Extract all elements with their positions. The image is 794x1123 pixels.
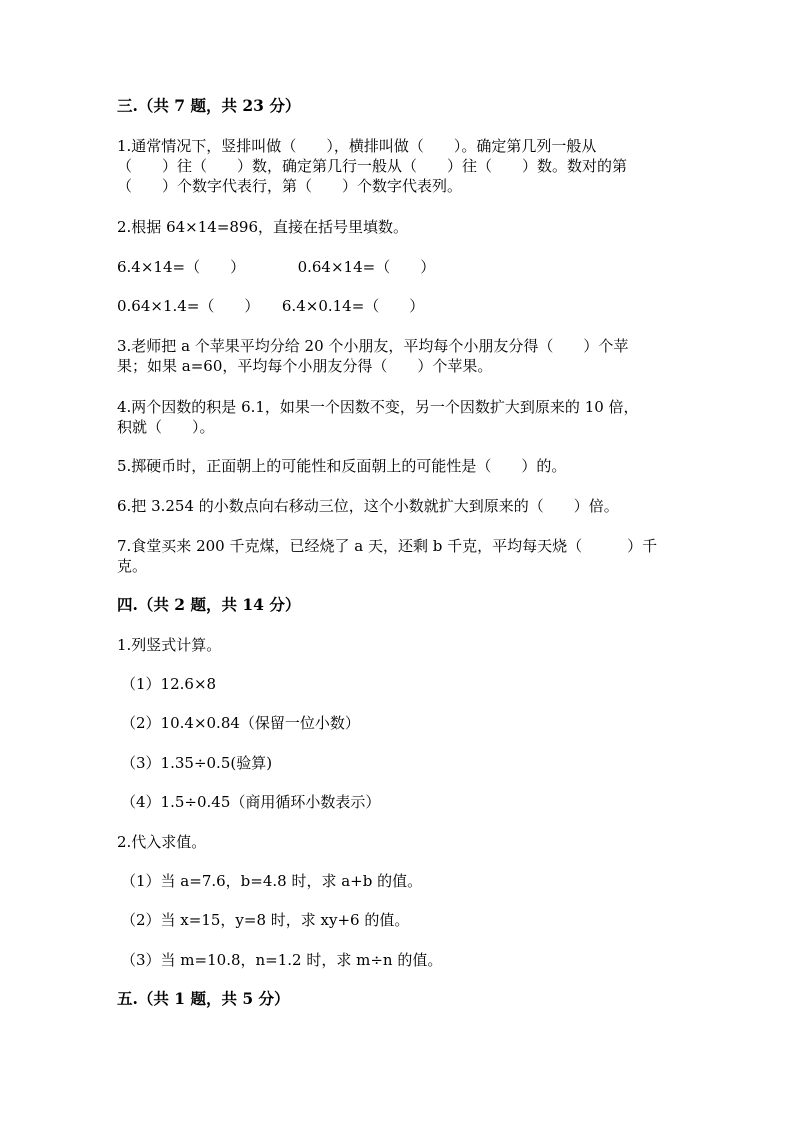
q3-7-line-2: 克。 xyxy=(117,557,148,575)
section-4-heading: 四.（共 2 题，共 14 分） xyxy=(117,595,301,614)
q3-2-row-2: 0.64×1.4=（ ） 6.4×0.14=（ ） xyxy=(117,297,425,315)
q3-1-line-3: （ ）个数字代表行，第（ ）个数字代表列。 xyxy=(117,177,463,195)
q3-7-line-1: 7.食堂买来 200 千克煤，已经烧了 a 天，还剩 b 千克，平均每天烧（ ）千 xyxy=(117,537,658,555)
q4-2-item-1: （1）当 a=7.6，b=4.8 时，求 a+b 的值。 xyxy=(121,872,423,890)
q4-1-item-4: （4）1.5÷0.45（商用循环小数表示） xyxy=(121,793,381,811)
q4-1-item-3: （3）1.35÷0.5(验算) xyxy=(121,754,273,772)
q4-1-item-1: （1）12.6×8 xyxy=(121,675,217,693)
q4-1-prompt: 1.列竖式计算。 xyxy=(117,636,222,654)
q3-4-line-2: 积就（ ）。 xyxy=(117,418,215,436)
q4-1-item-2: （2）10.4×0.84（保留一位小数） xyxy=(121,714,360,732)
q3-3-line-1: 3.老师把 a 个苹果平均分给 20 个小朋友，平均每个小朋友分得（ ）个苹 xyxy=(117,337,629,355)
q3-4-line-1: 4.两个因数的积是 6.1，如果一个因数不变，另一个因数扩大到原来的 10 倍， xyxy=(117,398,639,416)
q4-2-item-2: （2）当 x=15，y=8 时，求 xy+6 的值。 xyxy=(121,911,410,929)
q3-1-line-1: 1.通常情况下，竖排叫做（ ），横排叫做（ ）。确定第几列一般从 xyxy=(117,137,597,155)
q3-1-line-2: （ ）往（ ）数，确定第几行一般从（ ）往（ ）数。数对的第 xyxy=(117,157,628,175)
q3-3-line-2: 果；如果 a=60，平均每个小朋友分得（ ）个苹果。 xyxy=(117,357,493,375)
q3-6-line: 6.把 3.254 的小数点向右移动三位，这个小数就扩大到原来的（ ）倍。 xyxy=(117,497,619,515)
section-3-heading: 三.（共 7 题，共 23 分） xyxy=(117,96,301,115)
section-5-heading: 五.（共 1 题，共 5 分） xyxy=(117,989,290,1008)
q3-2-row-1: 6.4×14=（ ） 0.64×14=（ ） xyxy=(117,258,436,276)
q3-2-prompt: 2.根据 64×14=896，直接在括号里填数。 xyxy=(117,218,409,236)
q4-2-item-3: （3）当 m=10.8，n=1.2 时，求 m÷n 的值。 xyxy=(121,951,443,969)
q3-5-line: 5.掷硬币时，正面朝上的可能性和反面朝上的可能性是（ ）的。 xyxy=(117,457,567,475)
q4-2-prompt: 2.代入求值。 xyxy=(117,833,207,851)
